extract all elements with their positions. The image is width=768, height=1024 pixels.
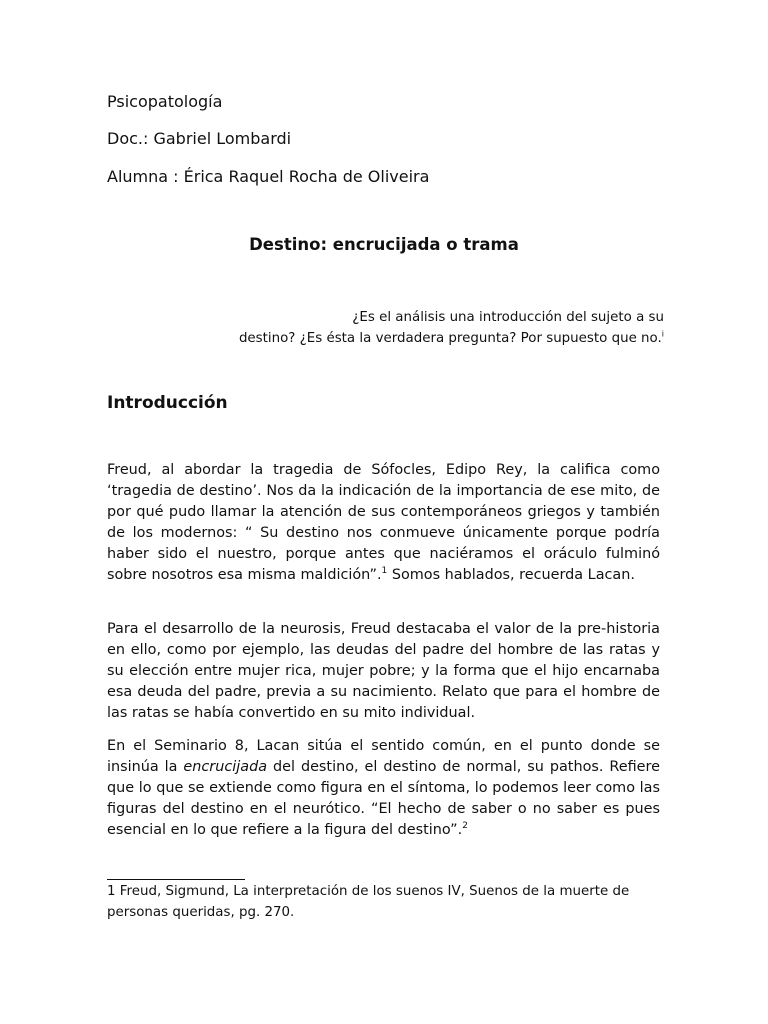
teacher-name: Doc.: Gabriel Lombardi xyxy=(107,129,292,148)
student-name: Alumna : Érica Raquel Rocha de Oliveira xyxy=(107,167,430,186)
footnote-1: 1 Freud, Sigmund, La interpretación de los suenos IV, Suenos de la muerte de personas queridas, pg. 270. xyxy=(107,884,630,920)
paragraph-2: Para el desarrollo de la neurosis, Freud destacaba el valor de la pre-historia en ello, como por ejemplo, las deudas del padre del hombre de las ratas y su elección entre mujer rica, mujer pobre; y la forma que el hijo encarnaba esa deuda del padre, previa a su nacimiento. Relato que para el hombre de las ratas se había convertido en su mito individual. xyxy=(107,621,660,721)
course-name: Psicopatología xyxy=(107,92,223,111)
epigraph-line-2-text: destino? ¿Es ésta la verdadera pregunta? Por supuesto que no. xyxy=(238,331,662,346)
section-heading: Introducción xyxy=(107,393,228,413)
footnote-ref-1: 1 xyxy=(381,566,388,577)
paragraph-3-italic: encrucijada xyxy=(183,759,268,775)
epigraph-note-mark: i xyxy=(661,329,664,339)
footnote-separator xyxy=(107,879,245,880)
paragraph-1-text: Freud, al abordar la tragedia de Sófocles, Edipo Rey, la califica como ‘tragedia de destino’. Nos da la indicación de la importancia de ese mito, de por qué pudo llamar la atención de sus contemporáneos griegos y también de los modernos: “ Su destino nos conmueve únicamente porque podría haber sido el nuestro, porque antes que naciéramos el oráculo fulminó sobre nosotros esa misma maldición”. xyxy=(107,462,660,583)
paragraph-1-text-end: Somos hablados, recuerda Lacan. xyxy=(387,567,635,583)
paragraph-3-text-end: del destino, el destino de normal, su pathos. Refiere que lo que se extiende como figura en el síntoma, lo podemos leer como las figuras del destino en el neurótico. “El hecho de saber o no saber es pues esencial en lo que refiere a la figura del destino”. xyxy=(107,759,660,838)
paragraph-3-text: En el Seminario 8, Lacan sitúa el sentido común, en el punto donde se insinúa la xyxy=(107,738,660,775)
paragraph-1 xyxy=(107,460,660,586)
epigraph xyxy=(194,307,664,349)
footnote-ref-2: 2 xyxy=(462,821,468,832)
epigraph-line-1: ¿Es el análisis una introducción del sujeto a su xyxy=(352,310,664,325)
epigraph-line-2 xyxy=(194,328,664,349)
document-title: Destino: encrucijada o trama xyxy=(249,235,519,254)
paragraph-3 xyxy=(107,736,660,841)
